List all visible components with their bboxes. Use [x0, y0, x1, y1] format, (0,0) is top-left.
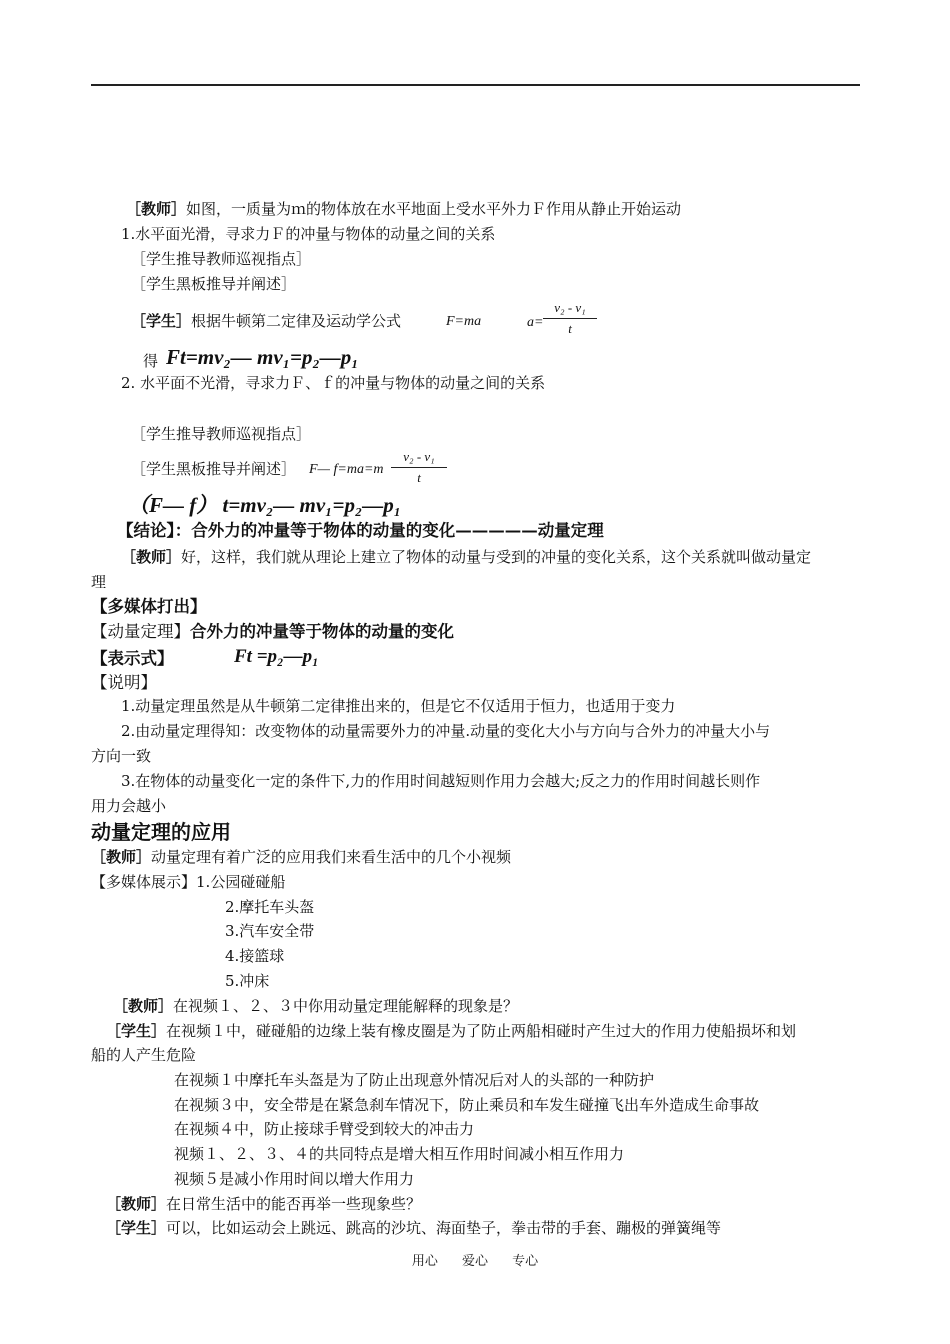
- student-text: 可以，比如运动会上跳远、跳高的沙坑、海面垫子，拳击带的手套、蹦极的弹簧绳等: [166, 1219, 722, 1237]
- header-rule: [91, 84, 860, 86]
- speaker-tag: ［学生］: [106, 1022, 167, 1040]
- speaker-tag: ［学生］: [131, 312, 192, 330]
- student-line-2-cont: 船的人产生危险: [91, 1046, 197, 1064]
- fraction-1-bar: [543, 318, 597, 319]
- question-1: 1.水平面光滑，寻求力Ｆ的冲量与物体的动量之间的关系: [121, 225, 496, 243]
- media-heading: 【多媒体打出】: [91, 597, 207, 616]
- page-footer: [0, 1250, 950, 1269]
- fraction-2: [391, 449, 447, 486]
- fraction-1-numerator: v₂ - v₁: [554, 300, 586, 315]
- theorem-line: [91, 623, 454, 641]
- teacher-text: 如图，一质量为ｍ的物体放在水平地面上受水平外力Ｆ作用从静止开始运动: [186, 200, 682, 218]
- teacher-line-1: [126, 200, 681, 218]
- note-4: ［学生黑板推导并阐述］: [131, 460, 297, 478]
- teacher-text: 在视频１、２、３中你用动量定理能解释的现象是？: [173, 997, 519, 1015]
- fraction-2-numerator: v₂ - v₁: [403, 449, 435, 464]
- conclusion: 【结论】：合外力的冲量等于物体的动量的变化—————动量定理: [117, 521, 604, 540]
- de-label: 得: [143, 352, 159, 370]
- answer-5: 视频５是减小作用时间以增大作用力: [174, 1170, 415, 1188]
- answer-2: 在视频３中，安全带是在紧急刹车情况下，防止乘员和车发生碰撞飞出车外造成生命事故: [174, 1096, 760, 1114]
- explanation-3-cont: 用力会越小: [91, 797, 167, 815]
- speaker-tag: ［教师］: [113, 997, 174, 1015]
- teacher-line-4: [113, 997, 518, 1015]
- explanation-3: 3.在物体的动量变化一定的条件下,力的作用时间越短则作用力会越大;反之力的作用时间越长则作: [121, 772, 761, 790]
- student-text: 在视频１中，碰碰船的边缘上装有橡皮圈是为了防止两船相碰时产生过大的作用力使船损坏和划: [166, 1022, 797, 1040]
- equation-1: Ft=mv₂— mv₁=p₂—p₁: [166, 345, 359, 369]
- footer-word-3: 专心: [512, 1254, 539, 1269]
- speaker-tag: ［教师］: [106, 1195, 167, 1213]
- note-2: ［学生黑板推导并阐述］: [131, 275, 297, 293]
- video-item-2: 2.摩托车头盔: [225, 898, 315, 916]
- fraction-2-denominator: t: [417, 470, 421, 485]
- explain-tag: 【说明】: [91, 673, 157, 692]
- fraction-1-denominator: t: [568, 321, 572, 336]
- teacher-line-5: [106, 1195, 421, 1213]
- explanation-2-cont: 方向一致: [91, 747, 152, 765]
- answer-4: 视频１、２、３、４的共同特点是增大相互作用时间减小相互作用力: [174, 1145, 625, 1163]
- explanation-1: 1.动量定理虽然是从牛顿第二定律推出来的，但是它不仅适用于恒力，也适用于变力: [121, 697, 676, 715]
- fraction-1: [543, 300, 597, 337]
- teacher-text: 好，这样，我们就从理论上建立了物体的动量与受到的冲量的变化关系，这个关系就叫做动量定: [181, 548, 812, 566]
- question-2: 2. 水平面不光滑，寻求力Ｆ、ｆ的冲量与物体的动量之间的关系: [121, 374, 546, 392]
- video-item-1: 1.公园碰碰船: [196, 873, 286, 891]
- student-line-1: [131, 312, 401, 330]
- theorem-text: 合外力的冲量等于物体的动量的变化: [190, 622, 454, 641]
- teacher-line-3: [91, 848, 511, 866]
- student-text: 根据牛顿第二定律及运动学公式: [191, 312, 402, 330]
- video-item-3: 3.汽车安全带: [225, 922, 315, 940]
- answer-1: 在视频１中摩托车头盔是为了防止出现意外情况后对人的头部的一种防护: [174, 1071, 655, 1089]
- speaker-tag: ［学生］: [106, 1219, 167, 1237]
- media-show-tag: 【多媒体展示】: [91, 873, 197, 891]
- student-line-2: [106, 1022, 796, 1040]
- speaker-tag: ［教师］: [121, 548, 182, 566]
- equation-2: （F— f） t=mv₂— mv₁=p₂—p₁: [128, 493, 402, 517]
- expression-equation: Ft =p₂—p₁: [234, 646, 319, 667]
- footer-word-1: 用心: [411, 1254, 438, 1269]
- formula-fma: F=ma: [446, 314, 482, 329]
- student-line-3: [106, 1219, 721, 1237]
- formula-a-prefix: a=: [527, 315, 544, 330]
- formula-2: F— f=ma=m: [309, 462, 384, 477]
- speaker-tag: ［教师］: [91, 848, 152, 866]
- teacher-text: 在日常生活中的能否再举一些现象些？: [166, 1195, 422, 1213]
- media-show-line: [91, 873, 285, 891]
- teacher-line-2-cont: 理: [91, 573, 107, 591]
- video-item-5: 5.冲床: [225, 972, 270, 990]
- footer-word-2: 爱心: [461, 1254, 488, 1269]
- teacher-text: 动量定理有着广泛的应用我们来看生活中的几个小视频: [151, 848, 512, 866]
- teacher-line-2: [121, 548, 811, 566]
- speaker-tag: ［教师］: [126, 200, 187, 218]
- note-1: ［学生推导教师巡视指点］: [131, 250, 312, 268]
- section-heading: 动量定理的应用: [91, 820, 231, 844]
- video-item-4: 4.接篮球: [225, 947, 285, 965]
- note-3: ［学生推导教师巡视指点］: [131, 425, 312, 443]
- fraction-2-bar: [391, 467, 447, 468]
- expression-tag: 【表示式】: [91, 649, 174, 668]
- answer-3: 在视频４中，防止接球手臂受到较大的冲击力: [174, 1120, 475, 1138]
- explanation-2: 2.由动量定理得知：改变物体的动量需要外力的冲量.动量的变化大小与方向与合外力的冲量大小与: [121, 722, 771, 740]
- theorem-tag: 【动量定理】: [91, 622, 190, 641]
